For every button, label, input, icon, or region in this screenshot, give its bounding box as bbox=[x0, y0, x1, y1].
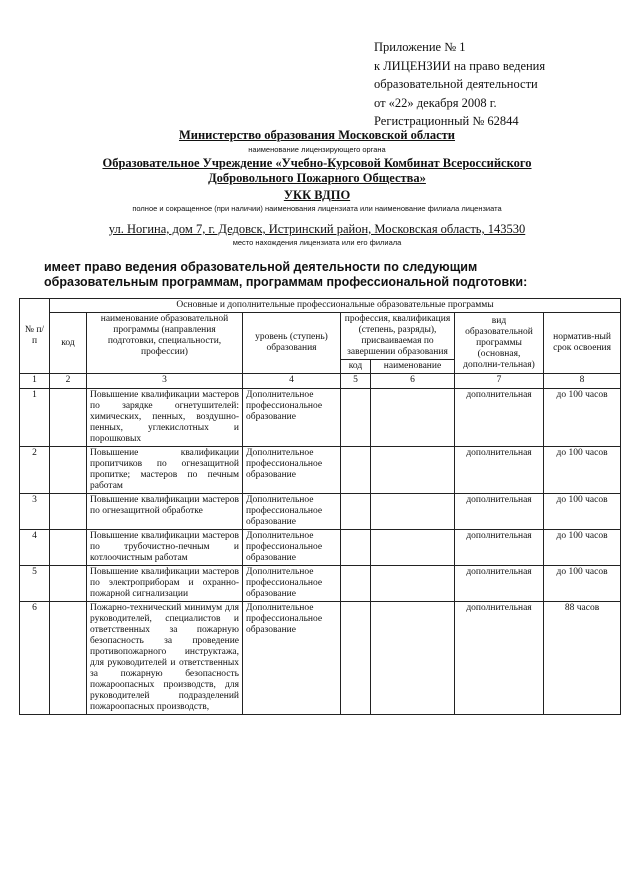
row-num: 5 bbox=[20, 566, 50, 602]
row-num: 4 bbox=[20, 530, 50, 566]
row-qualification-name bbox=[371, 530, 455, 566]
header-code: код bbox=[50, 313, 87, 374]
appendix-line: к ЛИЦЕНЗИИ на право ведения bbox=[374, 58, 546, 73]
row-level: Дополнительное профессиональное образование bbox=[243, 530, 341, 566]
row-duration: до 100 часов bbox=[544, 494, 621, 530]
row-program-name: Повышение квалификации мастеров по огнезащитной обработке bbox=[87, 494, 243, 530]
column-number: 1 bbox=[20, 374, 50, 389]
row-kind: дополнительная bbox=[455, 602, 544, 715]
row-level: Дополнительное профессиональное образование bbox=[243, 566, 341, 602]
row-kind: дополнительная bbox=[455, 447, 544, 494]
table-row bbox=[20, 494, 621, 530]
header-duration: норматив-ный срок освоения bbox=[544, 313, 621, 374]
licensee-short-name: УКК ВДПО bbox=[283, 188, 351, 202]
column-number: 3 bbox=[87, 374, 243, 389]
appendix-line: образовательной деятельности bbox=[374, 77, 538, 91]
rights-heading-line: образовательным программам, программам профессиональной подготовки: bbox=[44, 275, 528, 289]
row-level: Дополнительное профессиональное образование bbox=[243, 447, 341, 494]
licensee-address: ул. Ногина, дом 7, г. Дедовск, Истринский район, Московская область, 143530 bbox=[108, 222, 526, 236]
row-duration: 88 часов bbox=[544, 602, 621, 715]
header-num: № п/п bbox=[20, 299, 50, 374]
row-num: 6 bbox=[20, 602, 50, 715]
header-level: уровень (ступень) образования bbox=[243, 313, 341, 374]
header-program-name: наименование образовательной программы (направления подготовки, специальности, профессии) bbox=[87, 313, 243, 374]
header-qualification-name: наименование bbox=[371, 360, 455, 374]
row-code bbox=[50, 530, 87, 566]
row-num: 3 bbox=[20, 494, 50, 530]
header-kind: вид образовательной программы (основная, дополни-тельная) bbox=[455, 313, 544, 374]
row-qualification-code bbox=[341, 530, 371, 566]
row-qualification-code bbox=[341, 602, 371, 715]
row-code bbox=[50, 602, 87, 715]
column-number: 8 bbox=[544, 374, 621, 389]
row-duration: до 100 часов bbox=[544, 566, 621, 602]
appendix-line: от «22» декабря 2008 г. bbox=[374, 95, 497, 110]
column-number-row bbox=[20, 374, 621, 389]
row-kind: дополнительная bbox=[455, 494, 544, 530]
row-program-name: Повышение квалификации мастеров по зарядке огнетушителей: химических, пенных, воздушно-пенных, углекислотных и порошковых bbox=[87, 389, 243, 447]
row-qualification-name bbox=[371, 447, 455, 494]
row-kind: дополнительная bbox=[455, 389, 544, 447]
table-row bbox=[20, 530, 621, 566]
column-number: 6 bbox=[371, 374, 455, 389]
column-number: 2 bbox=[50, 374, 87, 389]
header-group: Основные и дополнительные профессиональные образовательные программы bbox=[50, 299, 621, 313]
row-qualification-name bbox=[371, 494, 455, 530]
licensee-full-name bbox=[0, 156, 634, 186]
table-row bbox=[20, 566, 621, 602]
column-number: 7 bbox=[455, 374, 544, 389]
header-qualification-code: код bbox=[341, 360, 371, 374]
row-qualification-code bbox=[341, 389, 371, 447]
row-code bbox=[50, 389, 87, 447]
row-num: 1 bbox=[20, 389, 50, 447]
row-duration: до 100 часов bbox=[544, 447, 621, 494]
appendix-line: Регистрационный № 62844 bbox=[374, 114, 519, 128]
row-kind: дополнительная bbox=[455, 530, 544, 566]
row-program-name: Повышение квалификации мастеров по трубочистно-печным и котлоочистным работам bbox=[87, 530, 243, 566]
column-number: 5 bbox=[341, 374, 371, 389]
address-caption: место нахождения лицензиата или его филиала bbox=[232, 238, 402, 247]
row-duration: до 100 часов bbox=[544, 530, 621, 566]
table-row bbox=[20, 602, 621, 715]
row-code bbox=[50, 494, 87, 530]
row-program-name: Пожарно-технический минимум для руководителей, специалистов и ответственных за пожарную безопасность за проведение противопожарного инструктажа, для руководителей и ответственных за пожарную безопасность пожароопасных производств, для руководителей подразделений пожароопасных производств, bbox=[87, 602, 243, 715]
row-qualification-code bbox=[341, 494, 371, 530]
row-program-name: Повышение квалификации мастеров по электроприборам и охранно-пожарной сигнализации bbox=[87, 566, 243, 602]
table-row bbox=[20, 447, 621, 494]
table-row bbox=[20, 389, 621, 447]
row-duration: до 100 часов bbox=[544, 389, 621, 447]
header-qualification: профессия, квалификация (степень, разряды), присваиваемая по завершении образования bbox=[341, 313, 455, 360]
licensee-name-line: Добровольного Пожарного Общества» bbox=[208, 171, 426, 185]
licensee-name-line: Образовательное Учреждение «Учебно-Курсовой Комбинат Всероссийского bbox=[102, 156, 532, 170]
row-qualification-code bbox=[341, 566, 371, 602]
row-level: Дополнительное профессиональное образование bbox=[243, 494, 341, 530]
row-qualification-code bbox=[341, 447, 371, 494]
column-number: 4 bbox=[243, 374, 341, 389]
row-level: Дополнительное профессиональное образование bbox=[243, 389, 341, 447]
row-qualification-name bbox=[371, 389, 455, 447]
row-qualification-name bbox=[371, 566, 455, 602]
rights-heading-line: имеет право ведения образовательной деятельности по следующим bbox=[44, 260, 478, 274]
row-code bbox=[50, 566, 87, 602]
row-program-name: Повышение квалификации пропитчиков по огнезащитной пропитке; мастеров по печным работам bbox=[87, 447, 243, 494]
row-kind: дополнительная bbox=[455, 566, 544, 602]
licensing-authority-name: Министерство образования Московской области bbox=[178, 128, 456, 142]
rights-heading bbox=[44, 260, 604, 290]
row-qualification-name bbox=[371, 602, 455, 715]
row-num: 2 bbox=[20, 447, 50, 494]
row-code bbox=[50, 447, 87, 494]
appendix-header bbox=[374, 38, 614, 131]
row-level: Дополнительное профессиональное образование bbox=[243, 602, 341, 715]
programs-table bbox=[19, 298, 621, 715]
appendix-line: Приложение № 1 bbox=[374, 40, 466, 54]
licensee-caption: полное и сокращенное (при наличии) наименования лицензиата или наименование филиала лицензиата bbox=[132, 204, 502, 213]
licensing-authority-caption: наименование лицензирующего органа bbox=[248, 145, 386, 154]
